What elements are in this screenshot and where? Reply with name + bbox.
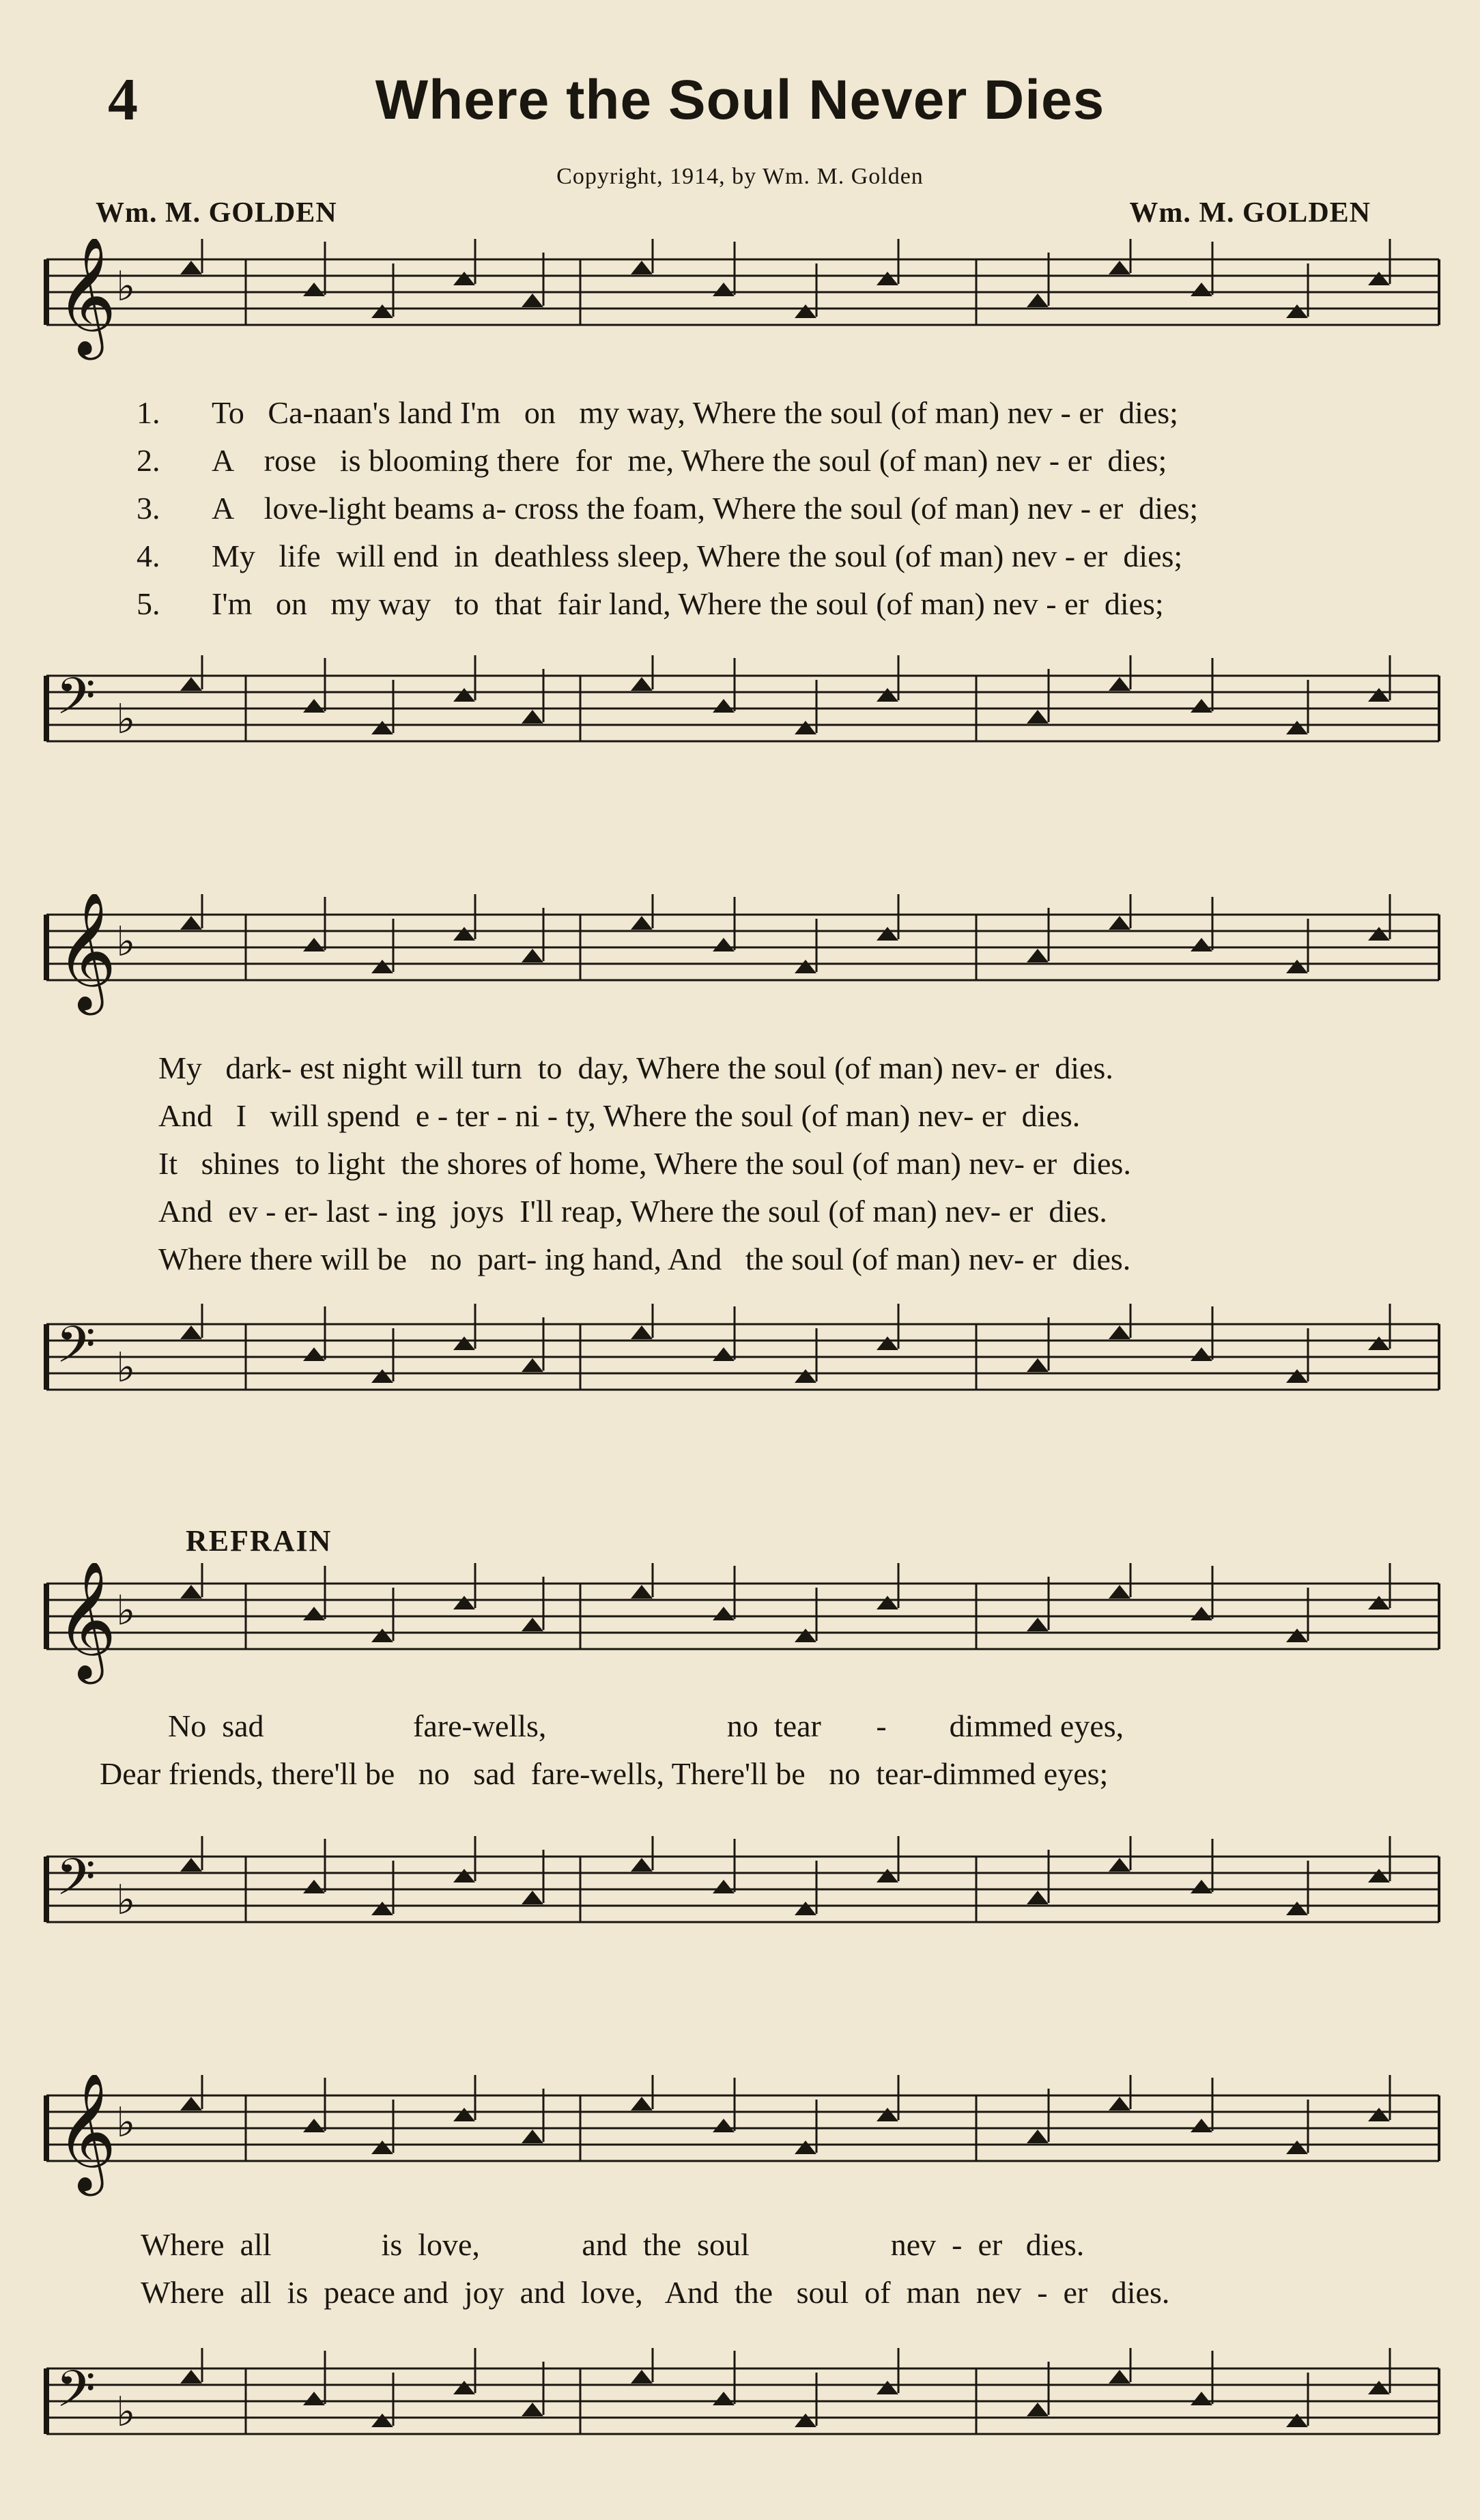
shape-note-head (303, 283, 325, 296)
flat-key-signature-icon: ♭ (116, 1587, 136, 1635)
bass-clef-icon: 𝄢 (56, 1315, 96, 1387)
shape-note-head (180, 2097, 202, 2110)
treble-staff-2 (41, 894, 1447, 1017)
shape-note-head (1286, 1902, 1308, 1915)
bass-staff-1 (41, 655, 1447, 778)
shape-note-head (1109, 1858, 1130, 1872)
words-credit: Wm. M. GOLDEN (96, 197, 337, 229)
shape-note-head (1286, 304, 1308, 318)
treble-staff-notation (41, 1563, 1447, 1686)
shape-note-head (180, 1326, 202, 1339)
shape-note-head (877, 688, 898, 702)
shape-note-head (1191, 283, 1212, 296)
shape-note-head (1027, 1618, 1049, 1631)
shape-note-head (303, 2392, 325, 2405)
shape-note-head (877, 2108, 898, 2121)
shape-note-head (1191, 2119, 1212, 2132)
shape-note-head (1286, 721, 1308, 734)
treble-staff-notation (41, 894, 1447, 1017)
verse-line: And ev - er- last - ing joys I'll reap, Where the soul (of man) nev- er dies. (158, 1194, 1107, 1229)
shape-note-head (303, 1607, 325, 1620)
shape-note-head (877, 272, 898, 285)
treble-staff-1 (41, 239, 1447, 362)
shape-note-head (522, 293, 543, 307)
shape-note-head (371, 960, 393, 973)
shape-note-head (1286, 2140, 1308, 2154)
shape-note-head (180, 2370, 202, 2383)
verse-line: 5. I'm on my way to that fair land, Where the soul (of man) nev - er dies; (137, 586, 1164, 621)
shape-note-head (877, 1336, 898, 1350)
shape-note-head (303, 2119, 325, 2132)
shape-note-head (522, 1891, 543, 1904)
shape-note-head (303, 699, 325, 713)
hymn-title: Where the Soul Never Dies (375, 69, 1105, 131)
shape-note-head (713, 2392, 735, 2405)
shape-note-head (631, 261, 653, 274)
shape-note-head (713, 2119, 735, 2132)
shape-note-head (522, 949, 543, 962)
shape-note-head (180, 261, 202, 274)
shape-note-head (631, 916, 653, 930)
shape-note-head (713, 938, 735, 951)
bass-staff-4 (41, 2348, 1447, 2471)
shape-note-head (1191, 1607, 1212, 1620)
bass-clef-icon: 𝄢 (56, 667, 96, 739)
shape-note-head (453, 1869, 475, 1882)
shape-note-head (795, 2140, 816, 2154)
shape-note-head (713, 1347, 735, 1361)
shape-note-head (522, 1618, 543, 1631)
shape-note-head (1191, 699, 1212, 713)
flat-key-signature-icon: ♭ (116, 2099, 136, 2147)
shape-note-head (713, 699, 735, 713)
shape-note-head (631, 1585, 653, 1599)
bass-staff-3 (41, 1836, 1447, 1959)
treble-staff-3 (41, 1563, 1447, 1686)
verse-line: Where there will be no part- ing hand, And the soul (of man) nev- er dies. (158, 1242, 1131, 1276)
shape-note-head (631, 2097, 653, 2110)
shape-note-head (1027, 2130, 1049, 2143)
shape-note-head (522, 1358, 543, 1372)
shape-note-head (877, 2381, 898, 2394)
shape-note-head (1368, 1869, 1390, 1882)
verse-line: My dark- est night will turn to day, Where the soul (of man) nev- er dies. (158, 1050, 1113, 1085)
treble-clef-icon: 𝄞 (56, 239, 117, 355)
shape-note-head (453, 1596, 475, 1609)
bass-staff-2 (41, 1304, 1447, 1427)
shape-note-head (371, 1629, 393, 1642)
shape-note-head (371, 1369, 393, 1383)
refrain-main-line: Dear friends, there'll be no sad fare-wells, There'll be no tear-dimmed eyes; (100, 1756, 1109, 1791)
treble-staff-notation (41, 239, 1447, 362)
music-credit: Wm. M. GOLDEN (1129, 197, 1371, 229)
shape-note-head (1109, 677, 1130, 691)
hymn-number: 4 (108, 67, 138, 133)
shape-note-head (1191, 2392, 1212, 2405)
shape-note-head (1109, 1326, 1130, 1339)
shape-note-head (795, 721, 816, 734)
shape-note-head (795, 2414, 816, 2427)
shape-note-head (1368, 2108, 1390, 2121)
shape-note-head (1368, 688, 1390, 702)
shape-note-head (371, 304, 393, 318)
shape-note-head (1027, 1891, 1049, 1904)
shape-note-head (1027, 293, 1049, 307)
shape-note-head (1286, 1629, 1308, 1642)
shape-note-head (1027, 949, 1049, 962)
shape-note-head (1368, 2381, 1390, 2394)
refrain-alto-line: Where all is love, and the soul nev - er dies. (141, 2227, 1085, 2262)
shape-note-head (713, 1607, 735, 1620)
shape-note-head (1109, 1585, 1130, 1599)
shape-note-head (1027, 1358, 1049, 1372)
shape-note-head (631, 1326, 653, 1339)
shape-note-head (1191, 1347, 1212, 1361)
shape-note-head (371, 721, 393, 734)
shape-note-head (371, 2414, 393, 2427)
shape-note-head (1368, 272, 1390, 285)
refrain-main-line: Where all is peace and joy and love, And the soul of man nev - er dies. (141, 2275, 1170, 2310)
shape-note-head (1286, 960, 1308, 973)
shape-note-head (522, 2403, 543, 2416)
shape-note-head (453, 272, 475, 285)
shape-note-head (1286, 1369, 1308, 1383)
shape-note-head (877, 1596, 898, 1609)
shape-note-head (795, 1629, 816, 1642)
shape-note-head (180, 677, 202, 691)
shape-note-head (453, 688, 475, 702)
verse-line: 4. My life will end in deathless sleep, Where the soul (of man) nev - er dies; (137, 539, 1183, 573)
shape-note-head (877, 1869, 898, 1882)
shape-note-head (180, 1585, 202, 1599)
shape-note-head (1109, 916, 1130, 930)
shape-note-head (522, 710, 543, 724)
bass-staff-notation (41, 2348, 1447, 2471)
shape-note-head (1191, 1880, 1212, 1893)
shape-note-head (303, 938, 325, 951)
copyright-notice: Copyright, 1914, by Wm. M. Golden (556, 164, 924, 189)
shape-note-head (371, 1902, 393, 1915)
shape-note-head (795, 960, 816, 973)
shape-note-head (1027, 2403, 1049, 2416)
bass-clef-icon: 𝄢 (56, 1848, 96, 1919)
verse-line: It shines to light the shores of home, Where the soul (of man) nev- er dies. (158, 1146, 1131, 1181)
shape-note-head (1109, 2370, 1130, 2383)
flat-key-signature-icon: ♭ (116, 1344, 136, 1392)
shape-note-head (303, 1880, 325, 1893)
shape-note-head (795, 1902, 816, 1915)
flat-key-signature-icon: ♭ (116, 1876, 136, 1924)
bass-staff-notation (41, 1836, 1447, 1959)
verse-line: 3. A love-light beams a- cross the foam, Where the soul (of man) nev - er dies; (137, 491, 1199, 526)
shape-note-head (453, 2108, 475, 2121)
shape-note-head (453, 1336, 475, 1350)
shape-note-head (631, 677, 653, 691)
shape-note-head (1027, 710, 1049, 724)
shape-note-head (522, 2130, 543, 2143)
shape-note-head (303, 1347, 325, 1361)
shape-note-head (1286, 2414, 1308, 2427)
shape-note-head (371, 2140, 393, 2154)
flat-key-signature-icon: ♭ (116, 263, 136, 311)
verse-line: 1. To Ca-naan's land I'm on my way, Where the soul (of man) nev - er dies; (137, 395, 1178, 430)
shape-note-head (1368, 1336, 1390, 1350)
treble-clef-icon: 𝄞 (56, 2075, 117, 2191)
treble-staff-notation (41, 2075, 1447, 2198)
shape-note-head (1368, 927, 1390, 941)
bass-staff-notation (41, 655, 1447, 778)
refrain-alto-line: No sad fare-wells, no tear - dimmed eyes, (168, 1708, 1124, 1743)
shape-note-head (1109, 2097, 1130, 2110)
verse-line: 2. A rose is blooming there for me, Where the soul (of man) nev - er dies; (137, 443, 1167, 478)
bass-clef-icon: 𝄢 (56, 2360, 96, 2431)
shape-note-head (180, 916, 202, 930)
treble-staff-4 (41, 2075, 1447, 2198)
flat-key-signature-icon: ♭ (116, 2388, 136, 2436)
shape-note-head (713, 283, 735, 296)
bass-staff-notation (41, 1304, 1447, 1427)
shape-note-head (631, 2370, 653, 2383)
refrain-label: REFRAIN (186, 1524, 332, 1558)
shape-note-head (1191, 938, 1212, 951)
shape-note-head (713, 1880, 735, 1893)
shape-note-head (877, 927, 898, 941)
shape-note-head (453, 927, 475, 941)
treble-clef-icon: 𝄞 (56, 1563, 117, 1679)
shape-note-head (1368, 1596, 1390, 1609)
shape-note-head (1109, 261, 1130, 274)
shape-note-head (631, 1858, 653, 1872)
treble-clef-icon: 𝄞 (56, 894, 117, 1010)
flat-key-signature-icon: ♭ (116, 696, 136, 743)
shape-note-head (795, 1369, 816, 1383)
verse-line: And I will spend e - ter - ni - ty, Where the soul (of man) nev- er dies. (158, 1098, 1081, 1133)
flat-key-signature-icon: ♭ (116, 918, 136, 966)
shape-note-head (180, 1858, 202, 1872)
shape-note-head (795, 304, 816, 318)
shape-note-head (453, 2381, 475, 2394)
